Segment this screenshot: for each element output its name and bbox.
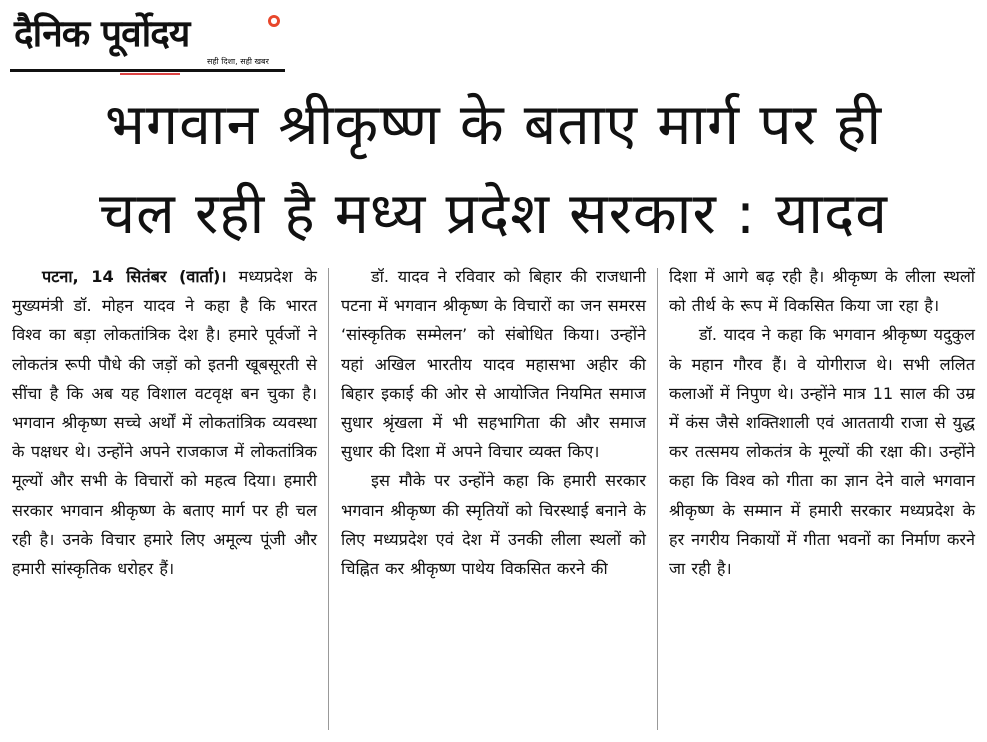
article-paragraph: डॉ. यादव ने कहा कि भगवान श्रीकृष्ण यदुकुल के महान गौरव हैं। वे योगीराज थे। सभी ललित कलाओं में निपुण थे। उन्होंने मात्र 11 साल की उम्र में कंस जैसे शक्तिशाली एवं आततायी राजा से युद्ध कर तत्समय लोकतंत्र के मूल्यों की रक्षा की। उन्होंने कहा कि विश्व को गीता का ज्ञान देने वाले भगवान श्रीकृष्ण के सम्मान में हमारी सरकार मध्यप्रदेश के हर नगरीय निकायों में गीता भवनों का निर्माण करने जा रही है। bbox=[669, 325, 975, 579]
article-paragraph: दिशा में आगे बढ़ रही है। श्रीकृष्ण के लीला स्थलों को तीर्थ के रूप में विकसित किया जा रहा है। bbox=[669, 267, 975, 316]
masthead-title: दैनिक पूर्वोदय bbox=[14, 12, 190, 55]
article-paragraph: इस मौके पर उन्होंने कहा कि हमारी सरकार भगवान श्रीकृष्ण की स्मृतियों को चिरस्थाई बनाने के लिए मध्यप्रदेश एवं देश में उनकी लीला स्थलों को चिह्नित कर श्रीकृष्ण पाथेय विकसित करने की bbox=[341, 471, 646, 579]
dateline: पटना, 14 सितंबर (वार्ता)। bbox=[42, 267, 227, 286]
article-paragraph bbox=[12, 262, 317, 583]
article-paragraph: डॉ. यादव ने रविवार को बिहार की राजधानी पटना में भगवान श्रीकृष्ण के विचारों का जन समरस ‘सांस्कृतिक सम्मेलन’ को संबोधित किया। उन्होंने यहां अखिल भारतीय यादव महासभा अहीर की बिहार इकाई की ओर से आयोजित नियमित समाज सुधार श्रृंखला में भी सहभागिता की और समाज सुधार की दिशा में अपने विचार व्यक्त किए। bbox=[341, 267, 646, 462]
article-text: मध्यप्रदेश के मुख्यमंत्री डॉ. मोहन यादव ने कहा है कि भारत विश्व का बड़ा लोकतांत्रिक देश है। हमारे पूर्वजों ने लोकतंत्र रूपी पौधे की जड़ों को इतनी खूबसूरती से सींचा है कि अब यह विशाल वटवृक्ष बन चुका है। भगवान श्रीकृष्ण सच्चे अर्थों में लोकतांत्रिक व्यवस्था के पक्षधर थे। उन्होंने अपने राजकाज में लोकतांत्रिक मूल्यों और सभी के विचारों को महत्व दिया। हमारी सरकार भगवान श्रीकृष्ण के बताए मार्ग पर ही चल रही है। उनके विचार हमारे लिए अमूल्य पूंजी और हमारी सांस्कृतिक धरोहर हैं। bbox=[12, 267, 317, 579]
article-column-2 bbox=[341, 262, 646, 583]
logo-dot-icon: ● bbox=[268, 15, 280, 27]
article-column-1 bbox=[12, 262, 317, 583]
column-divider bbox=[657, 268, 658, 730]
masthead-tagline: सही दिशा, सही खबर bbox=[207, 57, 269, 66]
column-divider bbox=[328, 268, 329, 730]
headline-line-1: भगवान श्रीकृष्ण के बताए मार्ग पर ही bbox=[104, 92, 883, 158]
masthead bbox=[10, 6, 285, 72]
article-column-3 bbox=[669, 262, 975, 583]
masthead-subline bbox=[120, 73, 180, 75]
masthead-rule bbox=[10, 69, 285, 72]
headline-line-2: चल रही है मध्य प्रदेश सरकार : यादव bbox=[98, 181, 888, 247]
